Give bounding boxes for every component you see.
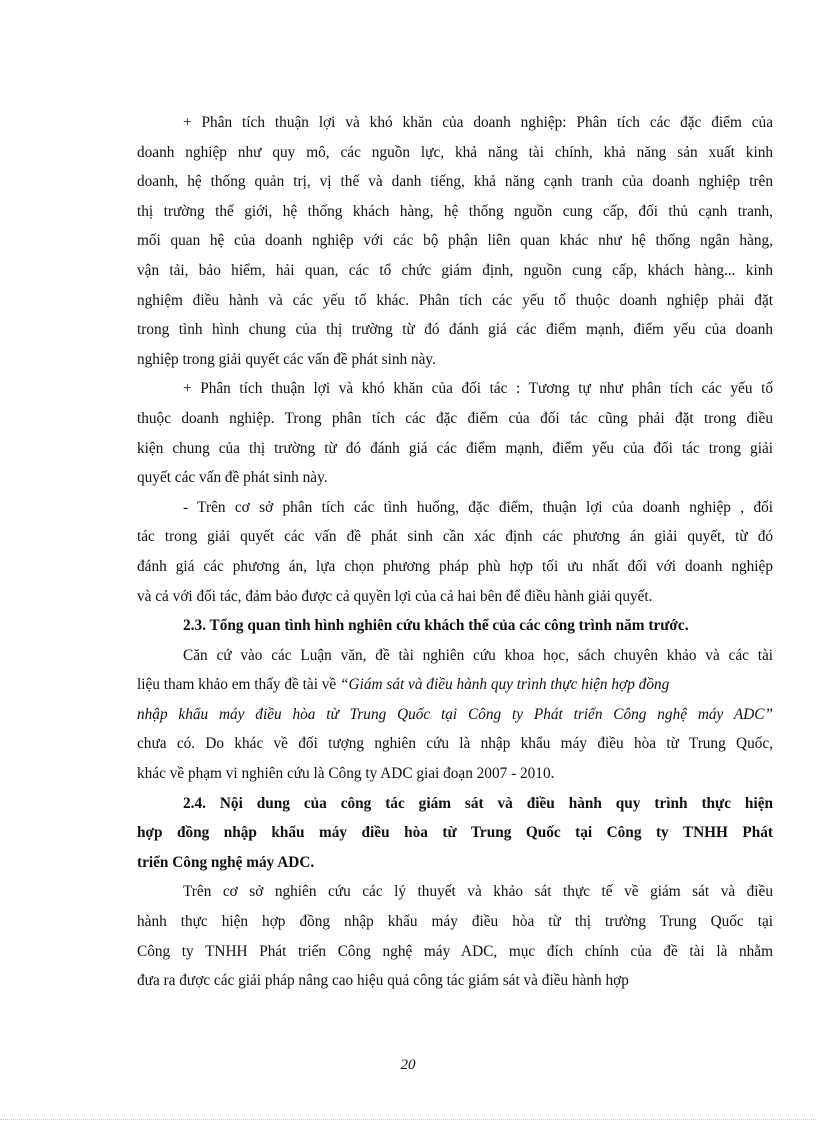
paragraph-line: + Phân tích thuận lợi và khó khăn của doanh nghiệp: Phân tích các đặc điểm của [183,114,773,131]
section-heading-2-4: triển Công nghệ máy ADC. [137,853,315,871]
paragraph-line: thuộc doanh nghiệp. Trong phân tích các đặc điểm của đối tác cũng phải đặt trong điều [137,409,773,427]
paragraph-line: thị trường thế giới, hệ thống khách hàng, hệ thống nguồn cung cấp, đối thủ cạnh tranh, [137,202,773,220]
paragraph-line: trong tình hình chung của thị trường từ đó đánh giá các điểm mạnh, điểm yếu của doanh [137,321,773,339]
paragraph-line: Căn cứ vào các Luận văn, đề tài nghiên cứu khoa học, sách chuyên khảo và các tài [183,646,773,664]
paragraph-line: Trên cơ sở nghiên cứu các lý thuyết và khảo sát thực tế về giám sát và điều [183,883,773,901]
paragraph-line: tác trong giải quyết các vấn đề phát sinh cần xác định các phương án giải quyết, từ đó [137,528,773,546]
thesis-title-italic: nhập khẩu máy điều hòa từ Trung Quốc tại Công ty Phát triển Công nghệ máy ADC” [137,705,773,723]
paragraph-fragment: liệu tham khảo em thấy đề tài về [137,676,337,694]
paragraph-line: nghiệp trong giải quyết các vấn đề phát sinh này. [137,350,436,368]
paragraph-line: doanh, hệ thống quản trị, vị thế và danh tiếng, khả năng cạnh tranh của doanh nghiệp trên [137,173,773,191]
document-body [137,108,773,996]
paragraph-line: quyết các vấn đề phát sinh này. [137,469,328,487]
section-heading-2-4: 2.4. Nội dung của công tác giám sát và điều hành quy trình thực hiện [183,794,773,812]
paragraph-line: nghiệm điều hành và các yếu tố khác. Phân tích các yếu tố thuộc doanh nghiệp phải đặt [137,291,773,309]
paragraph-line: kiện chung của thị trường từ đó đánh giá các điểm mạnh, điểm yếu của đối tác trong giải [137,439,773,457]
paragraph-line: mối quan hệ của doanh nghiệp với các bộ phận liên quan khác như hệ thống ngân hàng, [137,232,773,250]
paragraph-line: đưa ra được các giải pháp nâng cao hiệu quả công tác giám sát và điều hành hợp [137,972,629,990]
thesis-title-italic: “Giám sát và điều hành quy trình thực hiện hợp đồng [340,676,670,694]
section-heading-2-4: hợp đồng nhập khẩu máy điều hòa từ Trung Quốc tại Công ty TNHH Phát [137,824,773,842]
page-bottom-divider [0,1119,816,1120]
paragraph-line: khác về phạm vi nghiên cứu là Công ty ADC giai đoạn 2007 - 2010. [137,765,555,783]
page-number: 20 [400,1057,416,1073]
paragraph-line: + Phân tích thuận lợi và khó khăn của đối tác : Tương tự như phân tích các yếu tố [183,380,773,398]
paragraph-line: hành thực hiện hợp đồng nhập khẩu máy điều hòa từ thị trường Trung Quốc tại [137,913,773,931]
paragraph-line: Công ty TNHH Phát triển Công nghệ máy ADC, mục đích chính của đề tài là nhằm [137,942,773,960]
paragraph-line: đánh giá các phương án, lựa chọn phương pháp phù hợp tối ưu nhất đối với doanh nghiệp [137,557,773,575]
paragraph-line: và cả với đối tác, đảm bảo được cả quyền lợi của cả hai bên để điều hành giải quyết. [137,587,653,605]
section-heading-2-3: 2.3. Tổng quan tình hình nghiên cứu khách thể của các công trình năm trước. [183,617,689,635]
paragraph-line: vận tải, bảo hiểm, hải quan, các tổ chức giám định, nguồn cung cấp, khách hàng... kinh [137,261,773,279]
paragraph-line [137,670,773,700]
paragraph-line: chưa có. Do khác về đối tượng nghiên cứu là nhập khẩu máy điều hòa từ Trung Quốc, [137,735,773,753]
paragraph-line: doanh nghiệp như quy mô, các nguồn lực, khả năng tài chính, khả năng sản xuất kinh [137,143,773,161]
paragraph-line: - Trên cơ sở phân tích các tình huống, đặc điểm, thuận lợi của doanh nghiệp , đối [183,498,773,516]
